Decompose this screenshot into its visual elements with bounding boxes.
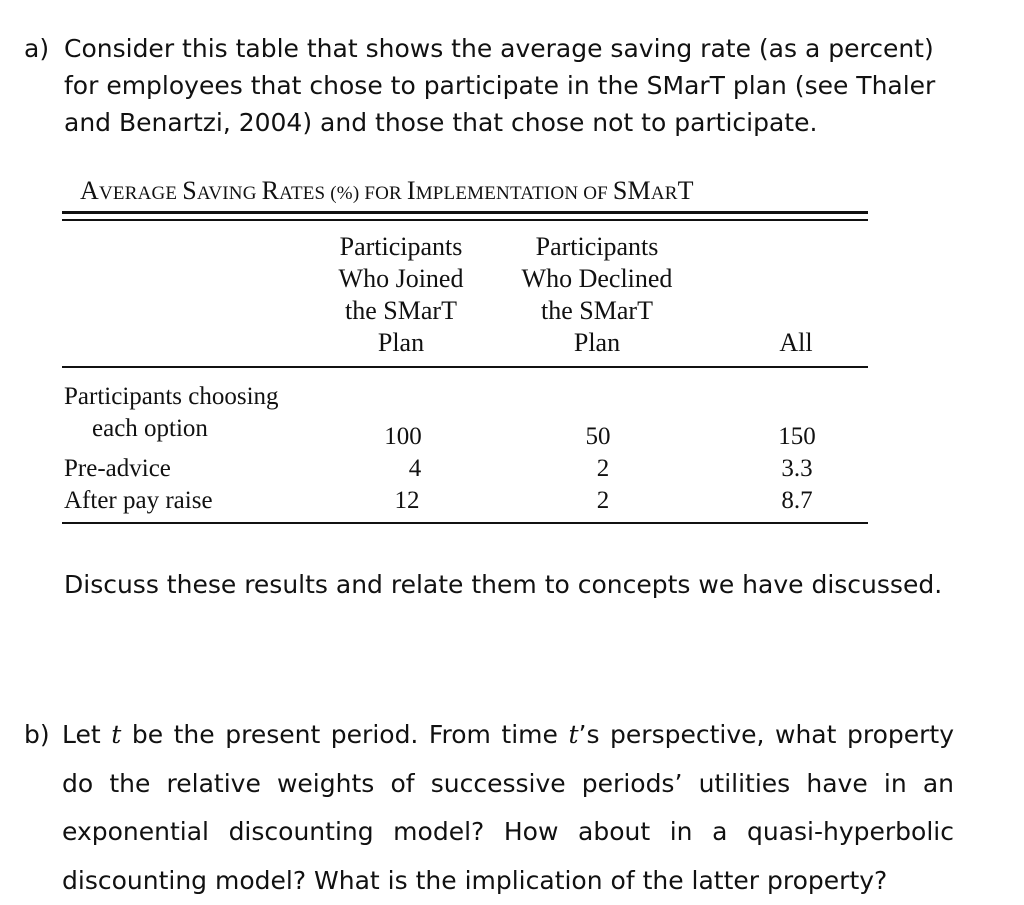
question-b-label: b)	[24, 720, 50, 749]
column-header-declined: Participants Who Declined the SMarT Plan	[521, 232, 673, 357]
question-b	[24, 711, 954, 905]
row-label-choosing: Participants choosing each option	[64, 383, 279, 442]
table-bottom-rule	[62, 522, 868, 524]
column-header-all: All	[779, 328, 813, 357]
row-label-after-pay-raise: After pay raise	[64, 487, 213, 514]
question-a-text: Consider this table that shows the average saving rate (as a percent) for employees that chose to participate in the SMarT plan (see Thaler and Benartzi, 2004) and those that chose not to participate.	[64, 34, 936, 137]
cell-choosing-joined: 100	[384, 423, 422, 450]
question-a	[24, 30, 964, 141]
cell-after-raise-joined: 12	[394, 487, 420, 514]
cell-choosing-declined: 50	[585, 423, 611, 450]
variable-t: t	[111, 720, 122, 749]
question-b-text: Let t be the present period. From time t’s perspective, what property do the relative weights of successive periods’ utilities have in an exponential discounting model? How about in a quasi-hyperbolic discounting model? What is the implication of the latter property?	[62, 720, 954, 895]
table-top-rule-thin	[62, 219, 868, 221]
table-top-rule	[62, 211, 868, 214]
cell-pre-advice-joined: 4	[408, 455, 422, 482]
cell-after-raise-all: 8.7	[781, 487, 813, 514]
table-header-rule	[62, 366, 868, 368]
column-header-joined: Participants Who Joined the SMarT Plan	[338, 232, 464, 357]
discuss-prompt: Discuss these results and relate them to concepts we have discussed.	[64, 570, 943, 599]
question-a-label: a)	[24, 34, 50, 63]
cell-choosing-all: 150	[778, 423, 816, 450]
cell-pre-advice-all: 3.3	[781, 455, 813, 482]
table-title: AVERAGE SAVING RATES (%) FOR IMPLEMENTATION OF SMART	[80, 176, 694, 205]
variable-t: t	[568, 720, 579, 749]
cell-after-raise-declined: 2	[596, 487, 610, 514]
cell-pre-advice-declined: 2	[596, 455, 610, 482]
row-label-pre-advice: Pre-advice	[64, 455, 171, 482]
